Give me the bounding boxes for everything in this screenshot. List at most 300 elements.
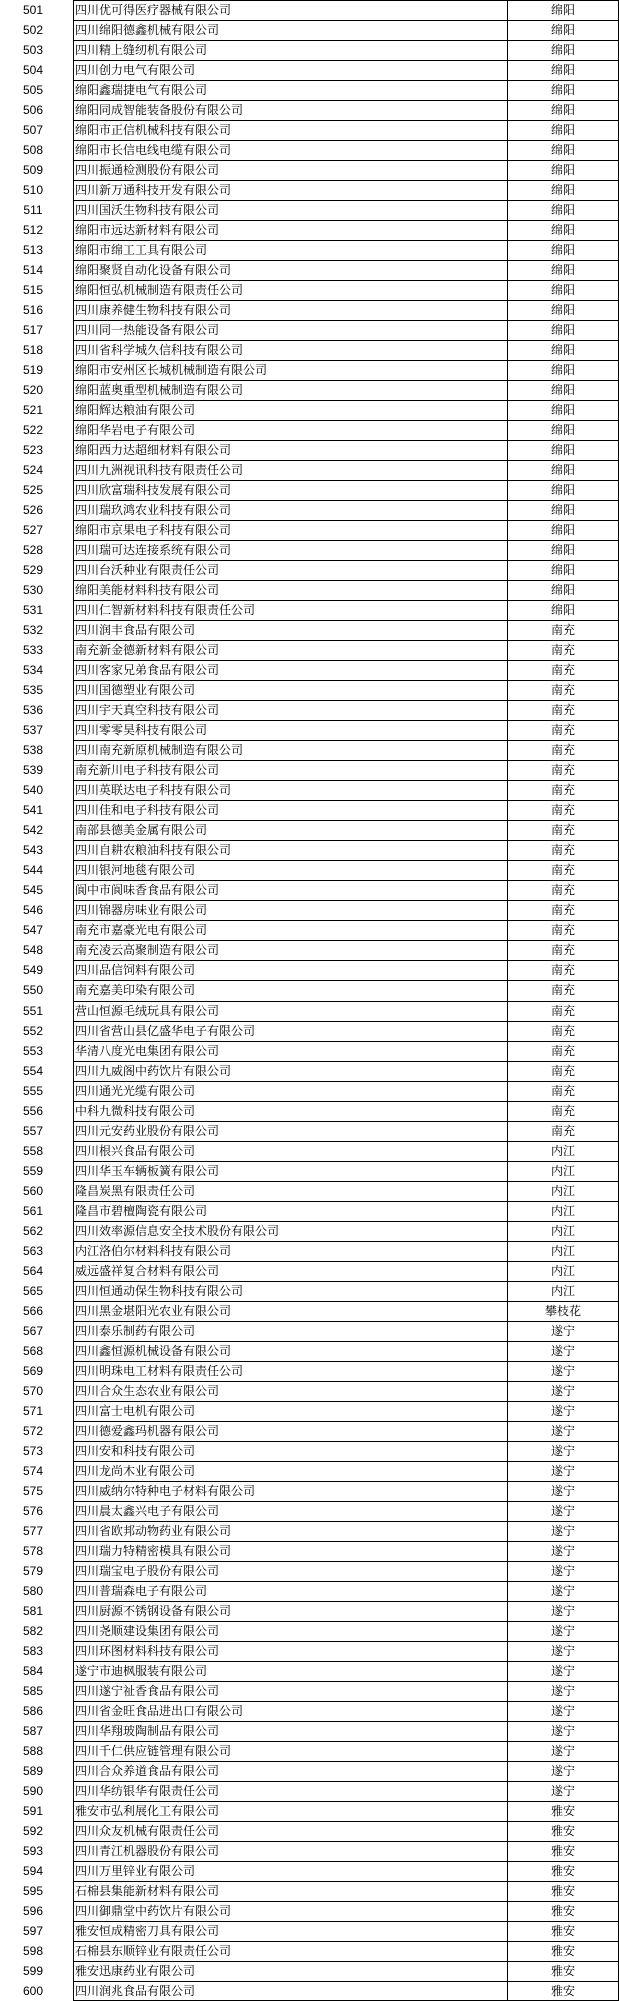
company-name: 四川黑金堪阳光农业有限公司 [75, 1304, 232, 1318]
company-name: 四川省科学城久信科技有限公司 [75, 343, 244, 357]
row-number: 571 [22, 1404, 44, 1418]
row-divider [73, 840, 619, 841]
row-divider [73, 120, 619, 121]
row-divider [73, 1201, 619, 1202]
row-number: 513 [22, 243, 44, 257]
city-name: 绵阳 [550, 523, 575, 537]
row-divider [73, 1081, 619, 1082]
table-row [0, 1021, 619, 1041]
row-divider [73, 1581, 619, 1582]
row-divider [73, 440, 619, 441]
city-name: 内江 [550, 1264, 575, 1278]
table-row [0, 800, 619, 820]
company-name: 威远盛祥复合材料有限公司 [75, 1264, 220, 1278]
company-name: 雅安迅康药业有限公司 [75, 1964, 196, 1978]
city-name: 遂宁 [550, 1444, 575, 1458]
company-name: 四川万里锌业有限公司 [75, 1864, 196, 1878]
row-divider [73, 1021, 619, 1022]
row-number: 555 [22, 1084, 44, 1098]
row-number: 567 [22, 1324, 44, 1338]
company-name: 石棉县东顺锌业有限责任公司 [75, 1944, 232, 1958]
table-row [0, 820, 619, 840]
city-name: 南充 [550, 1084, 575, 1098]
row-number: 514 [22, 263, 44, 277]
city-name: 绵阳 [550, 83, 575, 97]
table-row [0, 300, 619, 320]
row-number: 549 [22, 963, 44, 977]
city-name: 绵阳 [550, 363, 575, 377]
row-number: 600 [22, 1984, 44, 1998]
company-name: 四川九洲视讯科技有限责任公司 [75, 463, 244, 477]
company-name: 四川华翔玻陶制品有限公司 [75, 1724, 220, 1738]
row-divider [73, 1901, 619, 1902]
city-name: 南充 [550, 683, 575, 697]
city-name: 绵阳 [550, 303, 575, 317]
company-name: 石棉县集能新材料有限公司 [75, 1884, 220, 1898]
row-divider [73, 80, 619, 81]
city-name: 遂宁 [550, 1404, 575, 1418]
company-name: 四川客家兄弟食品有限公司 [75, 663, 220, 677]
company-name: 四川合众生态农业有限公司 [75, 1384, 220, 1398]
row-divider [73, 1101, 619, 1102]
table-row [0, 860, 619, 880]
row-number: 598 [22, 1944, 44, 1958]
row-number: 586 [22, 1704, 44, 1718]
table-row [0, 1741, 619, 1761]
city-name: 遂宁 [550, 1364, 575, 1378]
city-name: 雅安 [550, 1864, 575, 1878]
row-divider [73, 1261, 619, 1262]
city-name: 遂宁 [550, 1344, 575, 1358]
row-number: 516 [22, 303, 44, 317]
row-divider [73, 1361, 619, 1362]
row-number: 576 [22, 1504, 44, 1518]
city-name: 绵阳 [550, 123, 575, 137]
table-row [0, 1701, 619, 1721]
city-name: 内江 [550, 1184, 575, 1198]
company-name: 遂宁市迪枫服装有限公司 [75, 1664, 208, 1678]
company-name: 四川华纺银华有限责任公司 [75, 1784, 220, 1798]
city-name: 南充 [550, 983, 575, 997]
row-number: 558 [22, 1144, 44, 1158]
city-name: 绵阳 [550, 423, 575, 437]
company-name: 四川鑫恒源机械设备有限公司 [75, 1344, 232, 1358]
city-name: 南充 [550, 1124, 575, 1138]
row-divider [73, 760, 619, 761]
row-number: 595 [22, 1884, 44, 1898]
row-number: 545 [22, 883, 44, 897]
table-row [0, 1981, 619, 2001]
row-number: 562 [22, 1224, 44, 1238]
city-name: 绵阳 [550, 383, 575, 397]
table-row [0, 920, 619, 940]
table-row [0, 40, 619, 60]
company-name: 中科九微科技有限公司 [75, 1104, 196, 1118]
company-name: 四川厨源不锈钢设备有限公司 [75, 1604, 232, 1618]
city-name: 内江 [550, 1204, 575, 1218]
company-name: 雅安市弘利展化工有限公司 [75, 1804, 220, 1818]
row-number: 535 [22, 683, 44, 697]
table-row [0, 720, 619, 740]
table-row [0, 560, 619, 580]
company-name: 四川威纳尔特种电子材料有限公司 [75, 1484, 256, 1498]
row-number: 570 [22, 1384, 44, 1398]
table-row [0, 620, 619, 640]
city-name: 雅安 [550, 1824, 575, 1838]
city-name: 南充 [550, 863, 575, 877]
row-divider [73, 740, 619, 741]
city-name: 绵阳 [550, 43, 575, 57]
row-number: 591 [22, 1804, 44, 1818]
city-name: 遂宁 [550, 1624, 575, 1638]
company-name: 四川瑞力特精密模具有限公司 [75, 1544, 232, 1558]
company-name: 四川创力电气有限公司 [75, 63, 196, 77]
row-number: 539 [22, 763, 44, 777]
company-name: 四川瑞宝电子股份有限公司 [75, 1564, 220, 1578]
row-divider [73, 1801, 619, 1802]
row-divider [73, 600, 619, 601]
city-name: 遂宁 [550, 1504, 575, 1518]
table-row [0, 120, 619, 140]
row-divider [73, 1461, 619, 1462]
city-name: 雅安 [550, 1984, 575, 1998]
row-divider [73, 720, 619, 721]
company-name: 绵阳西力达超细材料有限公司 [75, 443, 232, 457]
table-row [0, 980, 619, 1000]
company-name: 四川英联达电子科技有限公司 [75, 783, 232, 797]
table-row [0, 1301, 619, 1321]
table-row [0, 340, 619, 360]
company-name: 绵阳市安州区长城机械制造有限公司 [75, 363, 268, 377]
row-divider [73, 1321, 619, 1322]
table-row [0, 1621, 619, 1641]
row-number: 566 [22, 1304, 44, 1318]
table-row [0, 1201, 619, 1221]
table-row [0, 140, 619, 160]
table-row [0, 1161, 619, 1181]
company-name: 四川通光光缆有限公司 [75, 1084, 196, 1098]
table-row [0, 840, 619, 860]
company-name: 四川华玉车辆板簧有限公司 [75, 1164, 220, 1178]
row-number: 569 [22, 1364, 44, 1378]
row-number: 581 [22, 1604, 44, 1618]
row-divider [73, 1861, 619, 1862]
company-name: 四川佳和电子科技有限公司 [75, 803, 220, 817]
city-name: 遂宁 [550, 1544, 575, 1558]
city-name: 绵阳 [550, 243, 575, 257]
company-name: 四川欣富瑞科技发展有限公司 [75, 483, 232, 497]
row-number: 507 [22, 123, 44, 137]
company-name: 绵阳同成智能装备股份有限公司 [75, 103, 244, 117]
row-number: 548 [22, 943, 44, 957]
table-row [0, 1421, 619, 1441]
row-divider [73, 1141, 619, 1142]
row-number: 529 [22, 563, 44, 577]
table-row [0, 1281, 619, 1301]
company-name: 四川龙尚木业有限公司 [75, 1464, 196, 1478]
row-number: 520 [22, 383, 44, 397]
row-divider [73, 100, 619, 101]
row-number: 585 [22, 1684, 44, 1698]
row-number: 546 [22, 903, 44, 917]
row-number: 540 [22, 783, 44, 797]
table-row [0, 1061, 619, 1081]
company-name: 南充嘉美印染有限公司 [75, 983, 196, 997]
row-divider [73, 780, 619, 781]
table-row [0, 940, 619, 960]
row-divider [73, 160, 619, 161]
table-row [0, 80, 619, 100]
company-name: 四川御鼎堂中药饮片有限公司 [75, 1904, 232, 1918]
company-name: 四川千仁供应链管理有限公司 [75, 1744, 232, 1758]
row-number: 587 [22, 1724, 44, 1738]
company-name: 四川合众养道食品有限公司 [75, 1764, 220, 1778]
company-name: 绵阳辉达粮油有限公司 [75, 403, 196, 417]
row-number: 503 [22, 43, 44, 57]
row-divider [73, 1521, 619, 1522]
city-name: 遂宁 [550, 1464, 575, 1478]
company-name: 四川省营山县亿盛华电子有限公司 [75, 1024, 256, 1038]
row-divider [73, 1281, 619, 1282]
table-row [0, 640, 619, 660]
row-number: 572 [22, 1424, 44, 1438]
table-row [0, 1121, 619, 1141]
row-number: 523 [22, 443, 44, 457]
row-divider [73, 500, 619, 501]
company-name: 南充新川电子科技有限公司 [75, 763, 220, 777]
row-number: 530 [22, 583, 44, 597]
row-divider [73, 1681, 619, 1682]
row-number: 590 [22, 1784, 44, 1798]
row-number: 501 [22, 3, 44, 17]
table-row [0, 1001, 619, 1021]
row-divider [73, 60, 619, 61]
row-number: 542 [22, 823, 44, 837]
row-number: 579 [22, 1564, 44, 1578]
company-name: 四川振通检测股份有限公司 [75, 163, 220, 177]
city-name: 南充 [550, 1024, 575, 1038]
row-number: 511 [23, 203, 43, 217]
row-divider [73, 260, 619, 261]
company-name: 四川零零昊科技有限公司 [75, 723, 208, 737]
company-name: 雅安恒成精密刀具有限公司 [75, 1924, 220, 1938]
row-number: 574 [22, 1464, 44, 1478]
row-number: 519 [22, 363, 44, 377]
row-divider [73, 400, 619, 401]
row-divider [73, 1641, 619, 1642]
company-name: 南充凌云高聚制造有限公司 [75, 943, 220, 957]
table-row [0, 580, 619, 600]
city-name: 绵阳 [550, 143, 575, 157]
table-row [0, 1901, 619, 1921]
table-row [0, 160, 619, 180]
city-name: 绵阳 [550, 563, 575, 577]
city-name: 内江 [550, 1224, 575, 1238]
city-name: 绵阳 [550, 183, 575, 197]
table-row [0, 1241, 619, 1261]
city-name: 南充 [550, 783, 575, 797]
table-row [0, 1541, 619, 1561]
row-divider [73, 540, 619, 541]
table-row [0, 600, 619, 620]
row-number: 580 [22, 1584, 44, 1598]
row-number: 547 [22, 923, 44, 937]
row-number: 592 [22, 1824, 44, 1838]
row-divider [73, 320, 619, 321]
company-name: 绵阳市正信机械科技有限公司 [75, 123, 232, 137]
row-number: 543 [22, 843, 44, 857]
city-name: 南充 [550, 943, 575, 957]
company-name: 内江洛伯尔材料科技有限公司 [75, 1244, 232, 1258]
table-row [0, 1641, 619, 1661]
table-row [0, 880, 619, 900]
table-row [0, 900, 619, 920]
company-name: 绵阳华岩电子有限公司 [75, 423, 196, 437]
city-name: 雅安 [550, 1804, 575, 1818]
row-number: 553 [22, 1044, 44, 1058]
company-name: 四川众友机械有限责任公司 [75, 1824, 220, 1838]
table-row [0, 1861, 619, 1881]
table-row [0, 1581, 619, 1601]
company-name: 四川青江机器股份有限公司 [75, 1844, 220, 1858]
table-row [0, 1401, 619, 1421]
table-row [0, 1101, 619, 1121]
city-name: 绵阳 [550, 23, 575, 37]
city-name: 绵阳 [550, 223, 575, 237]
city-name: 遂宁 [550, 1744, 575, 1758]
row-divider [73, 560, 619, 561]
city-name: 攀枝花 [544, 1304, 581, 1318]
row-number: 578 [22, 1544, 44, 1558]
table-row [0, 1501, 619, 1521]
company-name: 四川泰乐制药有限公司 [75, 1324, 196, 1338]
row-number: 577 [22, 1524, 44, 1538]
row-number: 551 [22, 1004, 44, 1018]
city-name: 绵阳 [550, 283, 575, 297]
company-name: 隆昌炭黑有限责任公司 [75, 1184, 196, 1198]
city-name: 南充 [550, 903, 575, 917]
table-row [0, 1821, 619, 1841]
company-name: 四川台沃种业有限责任公司 [75, 563, 220, 577]
row-divider [73, 1221, 619, 1222]
row-divider [73, 1781, 619, 1782]
company-name: 四川银河地毯有限公司 [75, 863, 196, 877]
row-divider [73, 900, 619, 901]
company-name: 营山恒源毛绒玩具有限公司 [75, 1004, 220, 1018]
row-number: 588 [22, 1744, 44, 1758]
table-row [0, 740, 619, 760]
company-name: 四川遂宁祉香食品有限公司 [75, 1684, 220, 1698]
row-number: 517 [22, 323, 44, 337]
company-name: 绵阳鑫瑞捷电气有限公司 [75, 83, 208, 97]
city-name: 雅安 [550, 1904, 575, 1918]
city-name: 绵阳 [550, 203, 575, 217]
table-row [0, 220, 619, 240]
table-row [0, 1361, 619, 1381]
city-name: 南充 [550, 923, 575, 937]
company-name: 四川润丰食品有限公司 [75, 623, 196, 637]
company-name: 四川锦器房味业有限公司 [75, 903, 208, 917]
table-row [0, 1181, 619, 1201]
city-name: 绵阳 [550, 3, 575, 17]
row-divider [73, 1401, 619, 1402]
city-name: 雅安 [550, 1924, 575, 1938]
table-row [0, 1601, 619, 1621]
company-name: 四川绵阳德鑫机械有限公司 [75, 23, 220, 37]
row-divider [73, 520, 619, 521]
city-name: 南充 [550, 763, 575, 777]
company-name: 绵阳恒弘机械制造有限责任公司 [75, 283, 244, 297]
city-name: 雅安 [550, 1964, 575, 1978]
company-name: 四川宇天真空科技有限公司 [75, 703, 220, 717]
row-number: 505 [22, 83, 44, 97]
table-row [0, 20, 619, 40]
city-name: 绵阳 [550, 263, 575, 277]
company-name: 四川品信饲料有限公司 [75, 963, 196, 977]
city-name: 南充 [550, 803, 575, 817]
company-name: 四川恒通动保生物科技有限公司 [75, 1284, 244, 1298]
row-number: 596 [22, 1904, 44, 1918]
row-divider [73, 40, 619, 41]
row-number: 510 [22, 183, 44, 197]
row-divider [73, 1961, 619, 1962]
row-number: 534 [22, 663, 44, 677]
table-row [0, 100, 619, 120]
company-name: 四川康养健生物科技有限公司 [75, 303, 232, 317]
table-row [0, 200, 619, 220]
row-divider [73, 1541, 619, 1542]
table-row [0, 260, 619, 280]
row-divider [73, 20, 619, 21]
row-divider [73, 480, 619, 481]
row-divider [73, 640, 619, 641]
row-divider [73, 1701, 619, 1702]
row-number: 512 [22, 223, 44, 237]
row-divider [73, 700, 619, 701]
row-divider [73, 1441, 619, 1442]
city-name: 遂宁 [550, 1324, 575, 1338]
row-divider [73, 1661, 619, 1662]
row-divider [73, 680, 619, 681]
table-row [0, 1781, 619, 1801]
row-divider [73, 300, 619, 301]
city-name: 南充 [550, 1004, 575, 1018]
table-row [0, 280, 619, 300]
row-number: 525 [22, 483, 44, 497]
city-name: 南充 [550, 723, 575, 737]
row-divider [73, 1481, 619, 1482]
table-row [0, 420, 619, 440]
row-divider [73, 1881, 619, 1882]
row-divider [73, 340, 619, 341]
company-name: 四川普瑞森电子有限公司 [75, 1584, 208, 1598]
row-divider [73, 220, 619, 221]
table-row [0, 1221, 619, 1241]
city-name: 遂宁 [550, 1644, 575, 1658]
row-number: 552 [22, 1024, 44, 1038]
city-name: 南充 [550, 963, 575, 977]
city-name: 绵阳 [550, 63, 575, 77]
table-row [0, 1261, 619, 1281]
row-number: 532 [22, 623, 44, 637]
city-name: 南充 [550, 623, 575, 637]
row-number: 561 [22, 1204, 44, 1218]
row-number: 522 [22, 423, 44, 437]
row-divider [73, 1061, 619, 1062]
row-divider [73, 280, 619, 281]
city-name: 内江 [550, 1164, 575, 1178]
company-name: 绵阳美能材料科技有限公司 [75, 583, 220, 597]
